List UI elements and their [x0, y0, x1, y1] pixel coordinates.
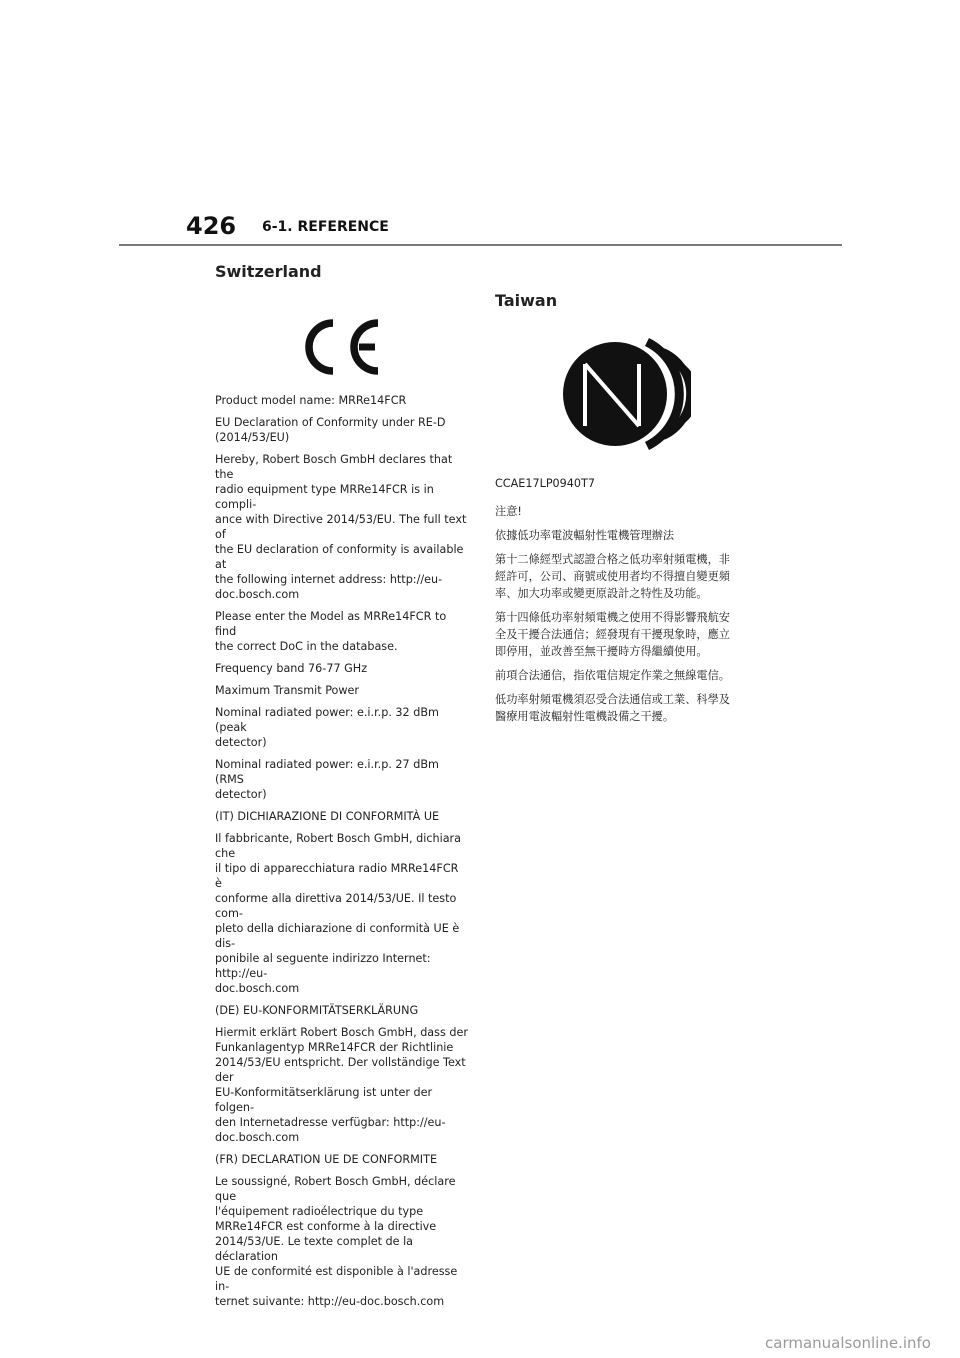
switzerland-heading: Switzerland	[215, 262, 322, 281]
paragraph: (DE) EU-KONFORMITÄTSERKLÄRUNG	[215, 1004, 419, 1017]
paragraph: 依據低功率電波輻射性電機管理辦法	[495, 529, 675, 542]
paragraph: Hereby, Robert Bosch GmbH declares that the radio equipment type MRRe14FCR is in compli- ance with Directive 2014/53/EU. The full text of the EU declaration of conformity is available at the following internet address: http://eu- doc.bosch.com	[215, 453, 467, 601]
paragraph: 前項合法通信，指依電信規定作業之無線電信。	[495, 669, 730, 682]
paragraph: Il fabbricante, Robert Bosch GmbH, dichiara che il tipo di apparecchiatura radio MRRe14FCR è conforme alla direttiva 2014/53/UE. Il testo com- pleto della dichiarazione di conformità UE è dis- ponibile al seguente indirizzo Internet: http://eu- doc.bosch.com	[215, 832, 461, 995]
ce-mark-icon	[298, 317, 384, 377]
paragraph: (IT) DICHIARAZIONE DI CONFORMITÀ UE	[215, 810, 440, 823]
ncc-code: CCAE17LP0940T7	[495, 477, 595, 490]
paragraph: Le soussigné, Robert Bosch GmbH, déclare que l'équipement radioélectrique du type MRRe14FCR est conforme à la directive 2014/53/UE. Le texte complet de la déclaration UE de conformité est disponible à l'adresse in- ternet suivante: http://eu-doc.bosch.com	[215, 1175, 458, 1308]
paragraph: Product model name: MRRe14FCR	[215, 394, 407, 407]
paragraph: EU Declaration of Conformity under RE-D (2014/53/EU)	[215, 416, 446, 444]
paragraph: 注意!	[495, 505, 522, 518]
taiwan-column	[495, 262, 750, 732]
paragraph: Please enter the Model as MRRe14FCR to find the correct DoC in the database.	[215, 610, 447, 653]
ncc-mark-icon	[555, 326, 691, 462]
switzerland-text	[215, 393, 468, 1309]
watermark: carmanualsonline.info	[765, 1334, 931, 1352]
paragraph: Nominal radiated power: e.i.r.p. 27 dBm (RMS detector)	[215, 758, 439, 801]
paragraph: Nominal radiated power: e.i.r.p. 32 dBm (peak detector)	[215, 706, 439, 749]
paragraph: Maximum Transmit Power	[215, 684, 360, 697]
paragraph: 第十二條經型式認證合格之低功率射頻電機，非 經許可，公司、商號或使用者均不得擅自變更頻 率、加大功率或變更原設計之特性及功能。	[495, 553, 730, 600]
header-divider	[119, 244, 842, 246]
paragraph: Hiermit erklärt Robert Bosch GmbH, dass der Funkanlagentyp MRRe14FCR der Richtlinie 2014/53/EU entspricht. Der vollständige Text der EU-Konformitätserklärung ist unter der folgen- den Internetadresse verfügbar: http://eu- doc.bosch.com	[215, 1026, 468, 1144]
section-title: 6-1. REFERENCE	[262, 219, 389, 235]
paragraph: 第十四條低功率射頻電機之使用不得影響飛航安 全及干擾合法通信；經發現有干擾現象時，應立 即停用，並改善至無干擾時方得繼續使用。	[495, 611, 730, 658]
paragraph: 低功率射頻電機須忍受合法通信或工業、科學及 醫療用電波輻射性電機設備之干擾。	[495, 693, 730, 723]
taiwan-text	[495, 476, 750, 725]
switzerland-column	[215, 262, 468, 1316]
page-number: 426	[186, 212, 237, 240]
taiwan-heading: Taiwan	[495, 291, 558, 310]
paragraph: (FR) DECLARATION UE DE CONFORMITE	[215, 1153, 438, 1166]
paragraph: Frequency band 76-77 GHz	[215, 662, 368, 675]
